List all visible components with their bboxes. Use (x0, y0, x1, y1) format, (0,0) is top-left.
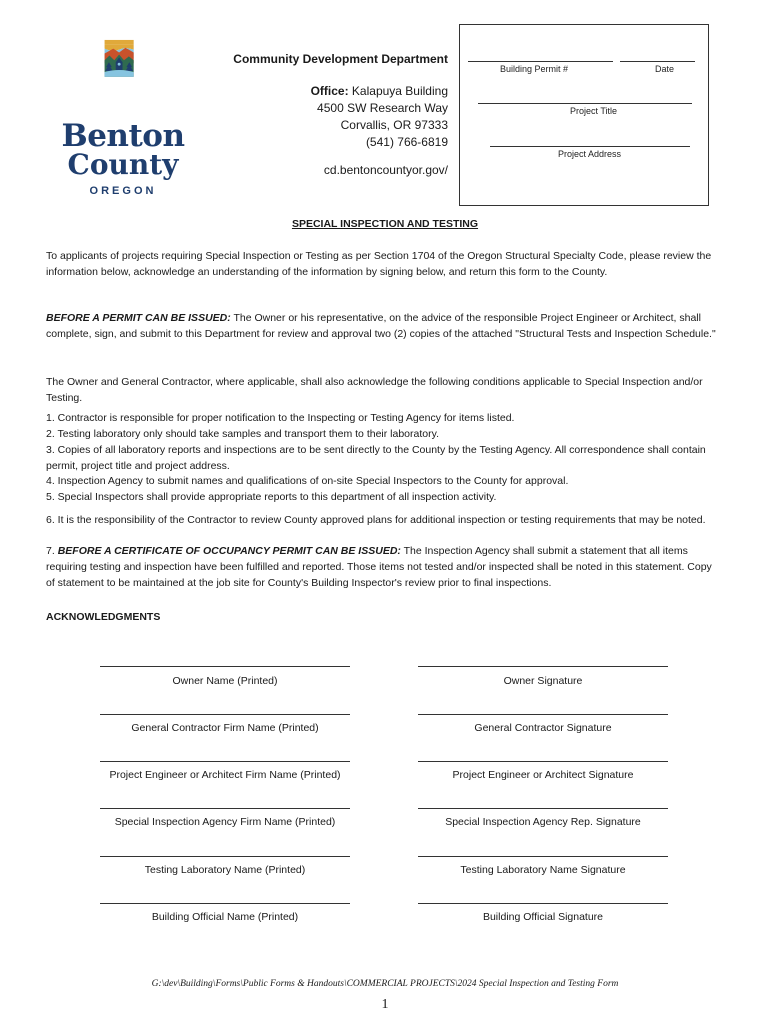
building-official-signature-line[interactable] (418, 903, 668, 904)
engineer-name-label: Project Engineer or Architect Firm Name (Printed) (109, 769, 341, 781)
condition-item-1: 1. Contractor is responsible for proper notification to the Inspecting or Testing Agency for items listed. (46, 412, 515, 424)
owner-name-line[interactable] (100, 666, 350, 667)
contractor-signature-line[interactable] (418, 714, 668, 715)
file-path-footer: G:\dev\Building\Forms\Public Forms & Handouts\COMMERCIAL PROJECTS\2024 Special Inspection and Testing Form (151, 979, 619, 989)
permit-number-label: Building Permit # (500, 64, 569, 74)
owner-name-label: Owner Name (Printed) (172, 675, 278, 687)
contractor-signature-label: General Contractor Signature (474, 722, 612, 734)
building-official-signature-label: Building Official Signature (482, 911, 604, 923)
conditions-intro: The Owner and General Contractor, where applicable, shall also acknowledge the following conditions applicable to Special Inspection and/or Testing. (46, 376, 703, 404)
condition-item-6: 6. It is the responsibility of the Contractor to review County approved plans for additional inspection or testing requirements that may be noted. (46, 514, 706, 526)
inspection-agency-name-label: Special Inspection Agency Firm Name (Printed) (114, 816, 336, 828)
inspection-agency-signature-line[interactable] (418, 808, 668, 809)
acknowledgments-heading: ACKNOWLEDGMENTS (46, 611, 161, 623)
item7-text: The Inspection Agency shall submit a statement that all items requiring testing and inspection have been fulfilled and reported. Those items not tested and/or inspected shall be noted in this statement. Copy of statement to be maintained at the job site for County's Building Inspector's review prior to final inspections. (46, 545, 712, 589)
address-line1: 4500 SW Research Way (317, 101, 448, 115)
before-permit-heading: BEFORE A PERMIT CAN BE ISSUED: (46, 312, 231, 324)
testing-lab-signature-line[interactable] (418, 856, 668, 857)
item7-prefix: 7. (46, 545, 58, 557)
contractor-name-line[interactable] (100, 714, 350, 715)
building-official-name-line[interactable] (100, 903, 350, 904)
condition-item-2: 2. Testing laboratory only should take samples and transport them to their laboratory. (46, 428, 439, 440)
logo-text-county: County (67, 148, 179, 181)
before-permit-text: The Owner or his representative, on the advice of the responsible Project Engineer or Architect, shall complete, sign, and submit to this Department for review and approval two (2) copies of the attached "Structural Tests and Inspection Schedule." (46, 312, 716, 340)
condition-item-3: 3. Copies of all laboratory reports and inspections are to be sent directly to the County by the Testing Agency. All correspondence shall contain permit, project title and project address. (46, 444, 706, 472)
engineer-name-line[interactable] (100, 761, 350, 762)
testing-lab-name-label: Testing Laboratory Name (Printed) (144, 864, 306, 876)
logo-text-benton: Benton (61, 118, 185, 154)
item7-heading: BEFORE A CERTIFICATE OF OCCUPANCY PERMIT CAN BE ISSUED: (57, 545, 401, 557)
owner-signature-line[interactable] (418, 666, 668, 667)
office-building: Kalapuya Building (348, 84, 448, 98)
testing-lab-signature-label: Testing Laboratory Name Signature (460, 864, 626, 876)
inspection-agency-name-line[interactable] (100, 808, 350, 809)
address-line2: Corvallis, OR 97333 (340, 118, 448, 132)
office-label: Office: (310, 84, 349, 98)
project-address-label: Project Address (558, 149, 622, 159)
engineer-signature-label: Project Engineer or Architect Signature (452, 769, 634, 781)
document-title: SPECIAL INSPECTION AND TESTING (291, 218, 479, 230)
testing-lab-name-line[interactable] (100, 856, 350, 857)
inspection-agency-signature-label: Special Inspection Agency Rep. Signature (445, 816, 641, 828)
department-name: Community Development Department (233, 52, 448, 66)
intro-paragraph: To applicants of projects requiring Special Inspection or Testing as per Section 1704 of the Oregon Structural Specialty Code, please review the information below, acknowledge an understanding of the information by signing below, and return this form to the County. (46, 250, 712, 278)
owner-signature-label: Owner Signature (503, 675, 583, 687)
logo-text-oregon: OREGON (89, 185, 157, 197)
contractor-name-label: General Contractor Firm Name (Printed) (131, 722, 319, 734)
condition-item-5: 5. Special Inspectors shall provide appropriate reports to this department of all inspection activity. (46, 491, 497, 503)
phone-number: (541) 766-6819 (365, 135, 448, 149)
engineer-signature-line[interactable] (418, 761, 668, 762)
condition-item-4: 4. Inspection Agency to submit names and qualifications of on-site Special Inspectors to the County for approval. (46, 475, 569, 487)
project-title-label: Project Title (570, 106, 618, 116)
page-number: 1 (381, 997, 389, 1012)
website-link[interactable]: cd.bentoncountyor.gov/ (323, 163, 448, 177)
date-label: Date (655, 64, 675, 74)
building-official-name-label: Building Official Name (Printed) (151, 911, 299, 923)
